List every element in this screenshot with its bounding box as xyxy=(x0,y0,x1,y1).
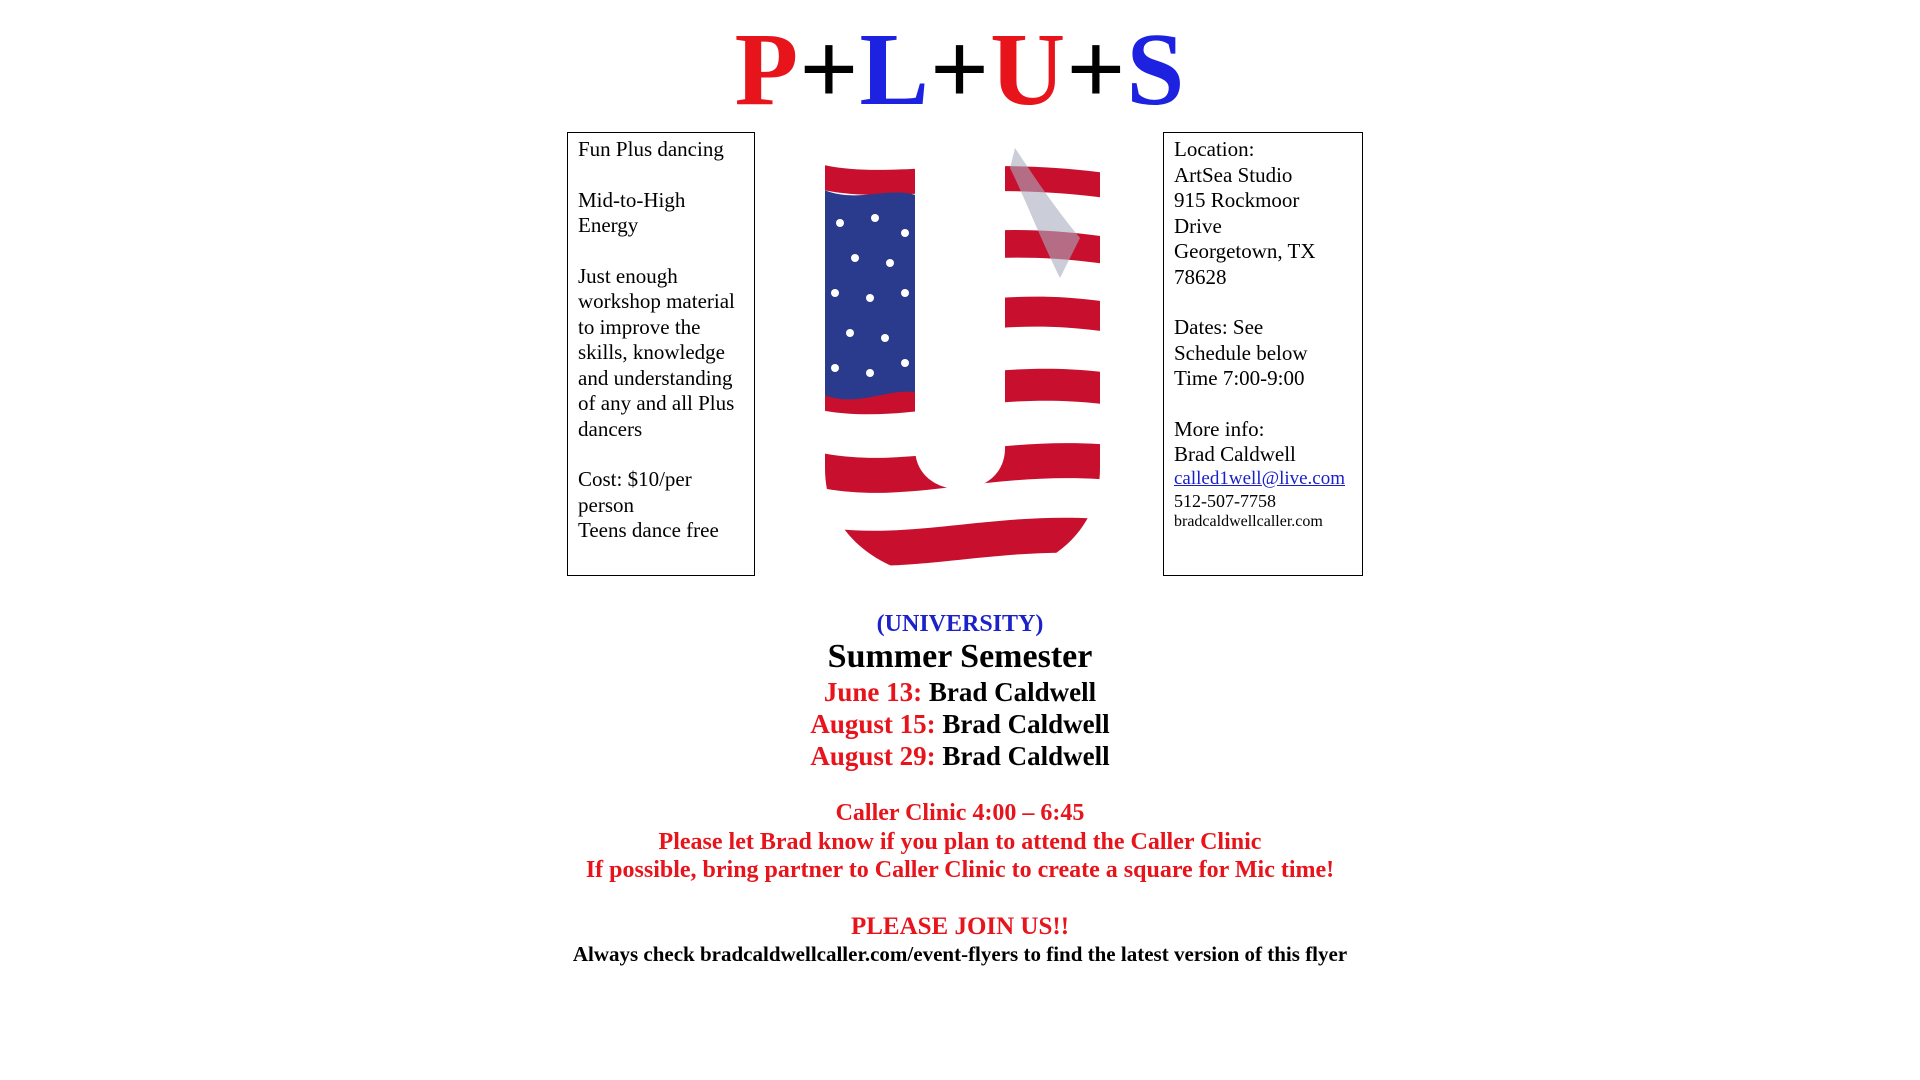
join-us-text: PLEASE JOIN US!! xyxy=(850,913,1070,940)
zip-line: 78628 xyxy=(1174,264,1227,289)
teens-line: Teens dance free xyxy=(578,518,719,542)
schedule-date: June 13: xyxy=(823,677,923,707)
details-line: and understanding xyxy=(578,365,733,390)
website-text: bradcaldwellcaller.com xyxy=(1174,512,1323,530)
more-info-label: More info: xyxy=(1174,416,1265,441)
title-letter-u: U xyxy=(990,12,1067,127)
flag-letter-u-image xyxy=(820,148,1110,598)
title-plus-3: + xyxy=(1066,12,1127,127)
details-line: of any and all Plus xyxy=(578,391,735,415)
location-label: Location: xyxy=(1174,137,1255,161)
schedule-date: August 15: xyxy=(810,709,936,739)
dates-line: Dates: See xyxy=(1174,315,1264,339)
university-heading: (UNIVERSITY) xyxy=(876,611,1044,637)
address-line: 915 Rockmoor xyxy=(1174,188,1300,212)
caller-clinic-note: If possible, bring partner to Caller Clinic to create a square for Mic time! xyxy=(585,857,1335,883)
title-plus-2: + xyxy=(929,12,991,127)
schedule-date: August 29: xyxy=(810,741,936,771)
title-plus-1: + xyxy=(799,12,860,127)
schedule-row xyxy=(0,708,1920,740)
schedule-caller: Brad Caldwell xyxy=(942,741,1110,771)
caller-clinic-time: Caller Clinic 4:00 – 6:45 xyxy=(835,800,1085,826)
plus-title xyxy=(0,12,1920,127)
time-line: Time 7:00-9:00 xyxy=(1174,366,1305,390)
details-box xyxy=(567,132,755,576)
city-line: Georgetown, TX xyxy=(1174,239,1316,263)
title-letter-p: P xyxy=(734,12,800,127)
schedule-row xyxy=(0,676,1920,708)
dates-line: Schedule below xyxy=(1174,340,1308,365)
details-line: dancers xyxy=(578,416,643,441)
venue-name: ArtSea Studio xyxy=(1174,162,1293,187)
details-line: Just enough xyxy=(578,263,678,288)
cost-line: person xyxy=(578,492,634,517)
location-info-box xyxy=(1163,132,1363,576)
schedule-caller: Brad Caldwell xyxy=(942,709,1110,739)
details-line: Energy xyxy=(578,213,639,237)
schedule-caller: Brad Caldwell xyxy=(928,677,1097,707)
title-letter-s: S xyxy=(1126,12,1186,127)
schedule-row xyxy=(0,740,1920,772)
details-line: skills, knowledge xyxy=(578,340,725,364)
caller-clinic-note: Please let Brad know if you plan to attend the Caller Clinic xyxy=(658,829,1262,855)
details-line: to improve the xyxy=(578,314,701,339)
title-letter-l: L xyxy=(859,12,930,127)
phone-number: 512-507-7758 xyxy=(1174,490,1276,511)
latest-version-note: Always check bradcaldwellcaller.com/event-flyers to find the latest version of this flyer xyxy=(572,942,1348,966)
semester-heading: Summer Semester xyxy=(827,638,1093,675)
details-line: workshop material xyxy=(578,289,735,313)
cost-line: Cost: $10/per xyxy=(578,467,692,491)
email-link[interactable]: called1well@live.com xyxy=(1174,467,1346,489)
contact-name: Brad Caldwell xyxy=(1174,442,1296,466)
details-line: Fun Plus dancing xyxy=(578,137,724,161)
details-line: Mid-to-High xyxy=(578,187,686,212)
address-line: Drive xyxy=(1174,213,1222,238)
